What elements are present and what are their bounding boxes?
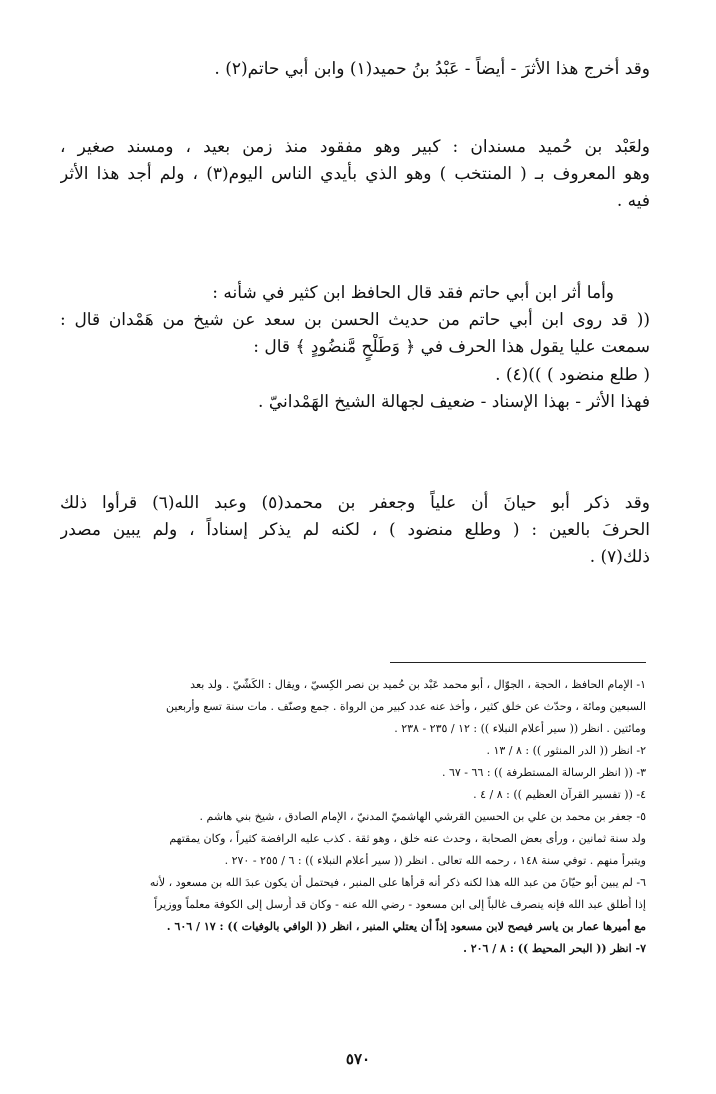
body-line: الحرفَ بالعين : ( وطلع منضود ) ، لكنه لم يذكر إسناداً ، ولم يبين مصدر bbox=[60, 520, 650, 541]
footnotes bbox=[66, 676, 646, 962]
footnote-line: ٤- (( تفسير القرآن العظيم )) : ٨ / ٤ . bbox=[473, 788, 646, 801]
footnote-line: ولد سنة ثمانين ، ورأى بعض الصحابة ، وحدث عنه خلق ، وهو ثقة . كذب عليه الرافضة كثيراً ، وكان يمقتهم bbox=[169, 832, 646, 845]
paragraph-abu-hayyan bbox=[60, 490, 650, 572]
paragraph-abd-ibn-humayd bbox=[60, 56, 650, 83]
body-line: وهو المعروف بـ ( المنتخب ) وهو الذي بأيدي الناس اليوم(٣) ، ولم أجد هذا الأثر bbox=[60, 164, 650, 185]
paragraph-musnad bbox=[60, 134, 650, 216]
footnote-line: ٥- جعفر بن محمد بن علي بن الحسين القرشي الهاشميّ المدنيّ ، الإمام الصادق ، شيخ بني هاشم . bbox=[199, 810, 646, 823]
footnote-line: ٢- انظر (( الدر المنثور )) : ٨ / ١٣ . bbox=[486, 744, 646, 757]
footnote-line: ٦- لم يبين أبو حيّانَ من عبد الله هذا لكنه ذكر أنه قرأها على المنبر ، فيحتمل أن يكون عبدَ الله بن مسعود ، لأنه bbox=[149, 876, 646, 889]
body-line: ولعَبْد بن حُميد مسندان : كبير وهو مفقود منذ زمن بعيد ، ومسند صغير ، bbox=[60, 137, 650, 157]
footnote-line: ويتبرأ منهم . توفي سنة ١٤٨ ، رحمه الله تعالى . انظر (( سير أعلام النبلاء )) : ٦ / ٢٥٥ - ٢٧٠ . bbox=[224, 854, 646, 867]
footnote-line: ٧- انظر (( البحر المحيط )) : ٨ / ٢٠٦ . bbox=[463, 942, 646, 955]
body-line: ( طلع منضود ) ))(٤) . bbox=[495, 364, 650, 385]
body-line: سمعت عليا يقول هذا الحرف في ﴿ وَطَلْحٍ مَّنضُودٍ ﴾ قال : bbox=[253, 337, 650, 358]
paragraph-ibn-kathir-quote bbox=[60, 280, 650, 416]
footnote-line: ومائتين . انظر (( سير أعلام النبلاء )) : ١٢ / ٢٣٥ - ٢٣٨ . bbox=[394, 722, 646, 735]
footnote-line: ٣- (( انظر الرسالة المستطرفة )) : ٦٦ - ٦٧ . bbox=[441, 766, 646, 779]
body-line: (( قد روى ابن أبي حاتم من حديث الحسن بن سعد عن شيخ من هَمْدان قال : bbox=[60, 310, 650, 331]
footnote-line: ١- الإمام الحافظ ، الحجة ، الجوّال ، أبو محمد عَبْد بن حُميد بن نصر الكِسيّ ، ويقال : الكَشّيّ . ولد بعد bbox=[190, 678, 646, 691]
body-line: فيه . bbox=[616, 191, 650, 212]
body-line: وأما أثر ابن أبي حاتم فقد قال الحافظ ابن كثير في شأنه : bbox=[212, 283, 614, 303]
page-number: ٥٧٠ bbox=[345, 1050, 371, 1068]
footnote-line: السبعين ومائة ، وحدّث عن خلق كثير ، وأخذ عنه عدد كبير من الرواة . جمع وصنّف . مات سنة تسع وأربعين bbox=[166, 700, 646, 713]
footnote-line: إذا أُطلق عبد الله فإنه ينصرف غالباً إلى ابن مسعود - رضي الله عنه - وكان قد أُرسل إلى الكوفة معلماً ووزيراً bbox=[154, 898, 646, 911]
body-line: وقد أخرج هذا الأثرَ - أيضاً - عَبْدُ بنُ حميد(١) وابن أبي حاتم(٢) . bbox=[214, 59, 650, 79]
footnote-separator bbox=[390, 662, 646, 663]
body-line: فهذا الأثر - بهذا الإسناد - ضعيف لجهالة الشيخ الهَمْدانيّ . bbox=[258, 391, 650, 412]
body-line: وقد ذكر أبو حيانَ أن علياً وجعفر بن محمد(٥) وعبد الله(٦) قرأوا ذلك bbox=[60, 493, 650, 513]
footnote-line: مع أميرها عمار بن ياسر فيصح لابن مسعود إذاً أن يعتلي المنبر ، انظر (( الوافي بالوفيات )) : ١٧ / ٦٠٦ . bbox=[166, 920, 646, 933]
body-line: ذلك(٧) . bbox=[589, 547, 650, 568]
